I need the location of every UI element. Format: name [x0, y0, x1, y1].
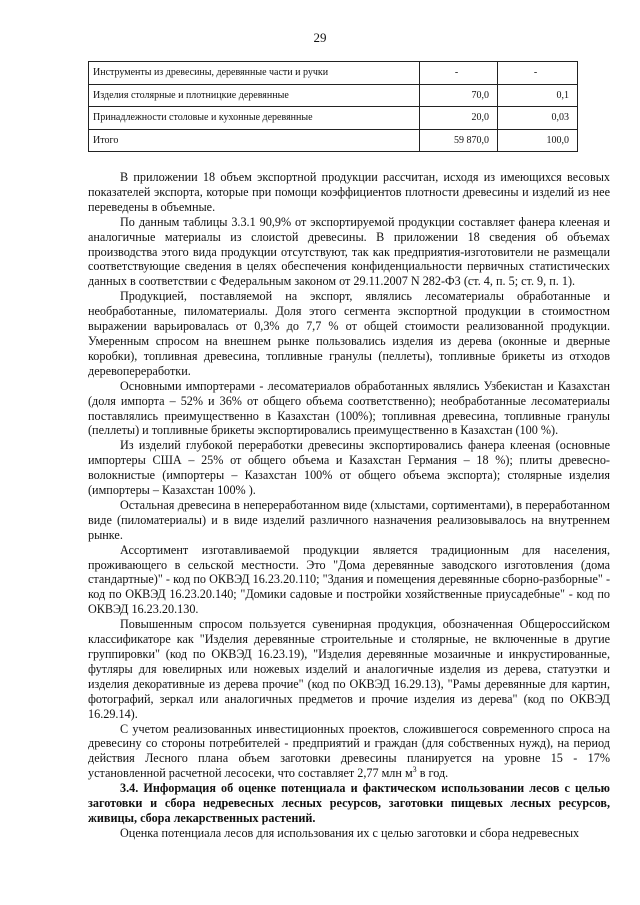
- page-number: 29: [313, 30, 327, 45]
- paragraph: Остальная древесина в непереработанном виде (хлыстами, сортиментами), в переработанном виде (пиломатериалы) и в виде изделий различного назначения реализовывалось на внутреннем рынке.: [88, 497, 610, 542]
- paragraph: По данным таблицы 3.3.1 90,9% от экспортируемой продукции составляет фанера клееная и аналогичные материалы из слоистой древесины. В приложении 18 сведения об объемах производства этого вида продукции отсутствуют, так как предприятия-изготовители не размещали соответствующие сведения в целях обеспечения конфиденциальности первичных статистических данных в соответствии с Федеральным законом от 29.11.2007 N 282-ФЗ (ст. 4, п. 5; ст. 9, п. 1).: [88, 214, 610, 289]
- table-cell-value: 70,0: [420, 84, 498, 107]
- paragraph: Ассортимент изготавливаемой продукции является традиционным для населения, проживающего в сельской местности. Это "Дома деревянные заводского изготовления (дома стандартные)" - код по ОКВЭД 16.23.20.110; "Здания и помещения деревянные сборно-разборные" - код по ОКВЭД 16.23.20.140; "Домики садовые и постройки хозяйственные приусадебные" - код по ОКВЭД 16.23.20.130.: [88, 542, 610, 617]
- table-cell-name: Принадлежности столовые и кухонные деревянные: [89, 107, 420, 130]
- cubic-superscript: 3: [412, 765, 417, 775]
- paragraph-harvest: [88, 722, 610, 782]
- table-cell-share: 0,03: [498, 107, 578, 130]
- paragraph: Повышенным спросом пользуется сувенирная продукция, обозначенная Общероссийском классификаторе как "Изделия деревянные строительные и столярные, не включенные в другие группировки" (код по ОКВЭД 16.23.19), "Изделия деревянные мозаичные и инкрустированные, футляры для ювелирных или ножевых изделий и аналогичные изделия из дерева, статуэтки и изделия декоративные из дерева прочие" (код по ОКВЭД 16.29.13), "Рамы деревянные для картин, фотографий, зеркал или аналогичных предметов и прочие изделия из дерева" (код по ОКВЭД 16.29.14).: [88, 617, 610, 721]
- paragraph-harvest-text: С учетом реализованных инвестиционных проектов, сложившегося современного спроса на древесину со стороны потребителей - предприятий и граждан (для собственных нужд), на период действия Лесного плана объем заготовки древесины планируется на уровне 15 - 17% установленной расчетной лесосеки, что составляет 2,77 млн м: [88, 721, 610, 781]
- table-cell-name: Изделия столярные и плотницкие деревянные: [89, 84, 420, 107]
- table-cell-share: 0,1: [498, 84, 578, 107]
- table-cell-share: 100,0: [498, 129, 578, 152]
- paragraph: Основными импортерами - лесоматериалов обработанных являлись Узбекистан и Казахстан (доля импорта – 52% и 36% от общего объема соответственно); необработанные лесоматериалы поставлялись преимущественно в Казахстан (100%); топливная древесина, топливные гранулы (пеллеты) и топливные брикеты экспортировались преимущественно в Казахстан (100 %).: [88, 378, 610, 438]
- table-row: [89, 84, 578, 107]
- export-table: [88, 61, 578, 152]
- paragraph-harvest-tail: в год.: [416, 766, 449, 781]
- table-cell-share: -: [498, 62, 578, 85]
- body-text: [88, 170, 610, 841]
- table-cell-value: 20,0: [420, 107, 498, 130]
- section-heading: 3.4. Информация об оценке потенциала и фактическом использовании лесов с целью заготовки и сбора недревесных лесных ресурсов, заготовки пищевых лесных ресурсов, живицы, сбора лекарственных растений.: [88, 781, 610, 825]
- table-cell-name: Итого: [89, 129, 420, 152]
- paragraph: В приложении 18 объем экспортной продукции рассчитан, исходя из имеющихся весовых показателей экспорта, которые при помощи коэффициентов плотности древесины и изделий из нее переведены в объемные.: [88, 170, 610, 214]
- table-cell-value: 59 870,0: [420, 129, 498, 152]
- paragraph: Из изделий глубокой переработки древесины экспортировались фанера клееная (основные импортеры США – 25% от общего объема и Казахстан Германия – 18 %); плиты древесно-волокнистые (импортеры – Казахстан 100% от общего объема экспорта); столярные изделия (импортеры – Казахстан 100% ).: [88, 438, 610, 498]
- paragraph: Продукцией, поставляемой на экспорт, являлись лесоматериалы обработанные и необработанные, пиломатериалы. Доля этого сегмента экспортной продукции в стоимостном выражении варьировалась от 0,3% до 7,7 % от общей стоимости реализованной продукции. Умеренным спросом на внешнем рынке пользовались изделия из дерева (оконные и дверные коробки), топливная древесина, топливные гранулы (пеллеты), топливные брикеты из отходов деревопереработки.: [88, 289, 610, 378]
- paragraph-final: Оценка потенциала лесов для использования их с целью заготовки и сбора недревесных: [120, 825, 580, 840]
- table-row: [89, 107, 578, 130]
- table-cell-value: -: [420, 62, 498, 85]
- table-row-total: [89, 129, 578, 152]
- table-cell-name: Инструменты из древесины, деревянные части и ручки: [89, 62, 420, 85]
- table-row: [89, 62, 578, 85]
